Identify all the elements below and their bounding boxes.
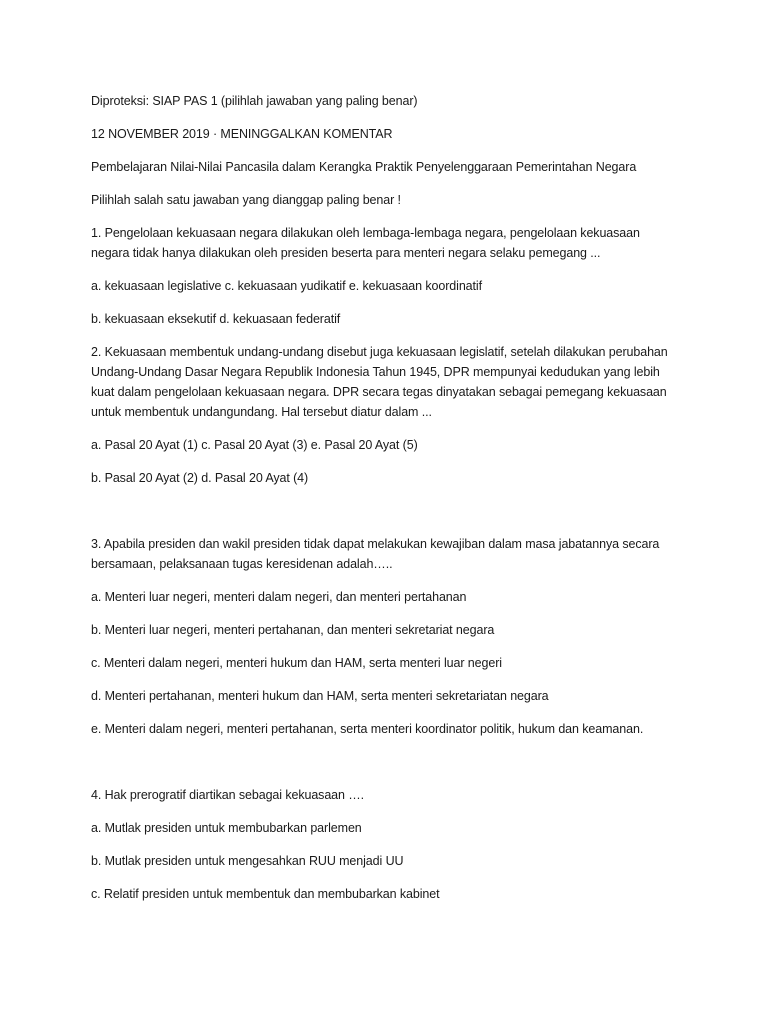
question-3-option-a: a. Menteri luar negeri, menteri dalam negeri, dan menteri pertahanan — [91, 590, 467, 604]
question-2-line-3: kuat dalam pengelolaan kekuasaan negara. DPR secara tegas dinyatakan sebagai pemegang kekuasaan — [91, 385, 667, 399]
question-3-line-2: bersamaan, pelaksanaan tugas keresidenan adalah….. — [91, 557, 393, 571]
question-3-option-e: e. Menteri dalam negeri, menteri pertahanan, serta menteri koordinator politik, hukum dan keamanan. — [91, 722, 644, 736]
question-4-option-b: b. Mutlak presiden untuk mengesahkan RUU menjadi UU — [91, 854, 404, 868]
post-meta: 12 NOVEMBER 2019 · MENINGGALKAN KOMENTAR — [91, 127, 393, 141]
question-3-option-c: c. Menteri dalam negeri, menteri hukum dan HAM, serta menteri luar negeri — [91, 656, 502, 670]
question-4-option-a: a. Mutlak presiden untuk membubarkan parlemen — [91, 821, 362, 835]
question-3-option-d: d. Menteri pertahanan, menteri hukum dan HAM, serta menteri sekretariatan negara — [91, 689, 549, 703]
question-1-line-2: negara tidak hanya dilakukan oleh presiden beserta para menteri negara selaku pemegang ... — [91, 246, 601, 260]
post-title: Diproteksi: SIAP PAS 1 (pilihlah jawaban yang paling benar) — [91, 94, 418, 108]
question-3-option-b: b. Menteri luar negeri, menteri pertahanan, dan menteri sekretariat negara — [91, 623, 495, 637]
post-subtitle: Pembelajaran Nilai-Nilai Pancasila dalam Kerangka Praktik Penyelenggaraan Pemerintahan Negara — [91, 160, 637, 174]
instruction-text: Pilihlah salah satu jawaban yang dianggap paling benar ! — [91, 193, 401, 207]
question-2-line-1: 2. Kekuasaan membentuk undang-undang disebut juga kekuasaan legislatif, setelah dilakukan perubahan — [91, 345, 668, 359]
question-1-line-1: 1. Pengelolaan kekuasaan negara dilakukan oleh lembaga-lembaga negara, pengelolaan kekuasaan — [91, 226, 640, 240]
question-3-line-1: 3. Apabila presiden dan wakil presiden tidak dapat melakukan kewajiban dalam masa jabatannya secara — [91, 537, 660, 551]
question-2-line-4: untuk membentuk undangundang. Hal tersebut diatur dalam ... — [91, 405, 432, 419]
question-2-option-row-1: a. Pasal 20 Ayat (1) c. Pasal 20 Ayat (3) e. Pasal 20 Ayat (5) — [91, 438, 418, 452]
question-2-option-row-2: b. Pasal 20 Ayat (2) d. Pasal 20 Ayat (4) — [91, 471, 309, 485]
question-1-option-row-2: b. kekuasaan eksekutif d. kekuasaan federatif — [91, 312, 341, 326]
question-4-option-c: c. Relatif presiden untuk membentuk dan membubarkan kabinet — [91, 887, 440, 901]
question-1-option-row-1: a. kekuasaan legislative c. kekuasaan yudikatif e. kekuasaan koordinatif — [91, 279, 482, 293]
question-4-line-1: 4. Hak prerogratif diartikan sebagai kekuasaan …. — [91, 788, 365, 802]
question-2-line-2: Undang-Undang Dasar Negara Republik Indonesia Tahun 1945, DPR mempunyai kedudukan yang lebih — [91, 365, 660, 379]
